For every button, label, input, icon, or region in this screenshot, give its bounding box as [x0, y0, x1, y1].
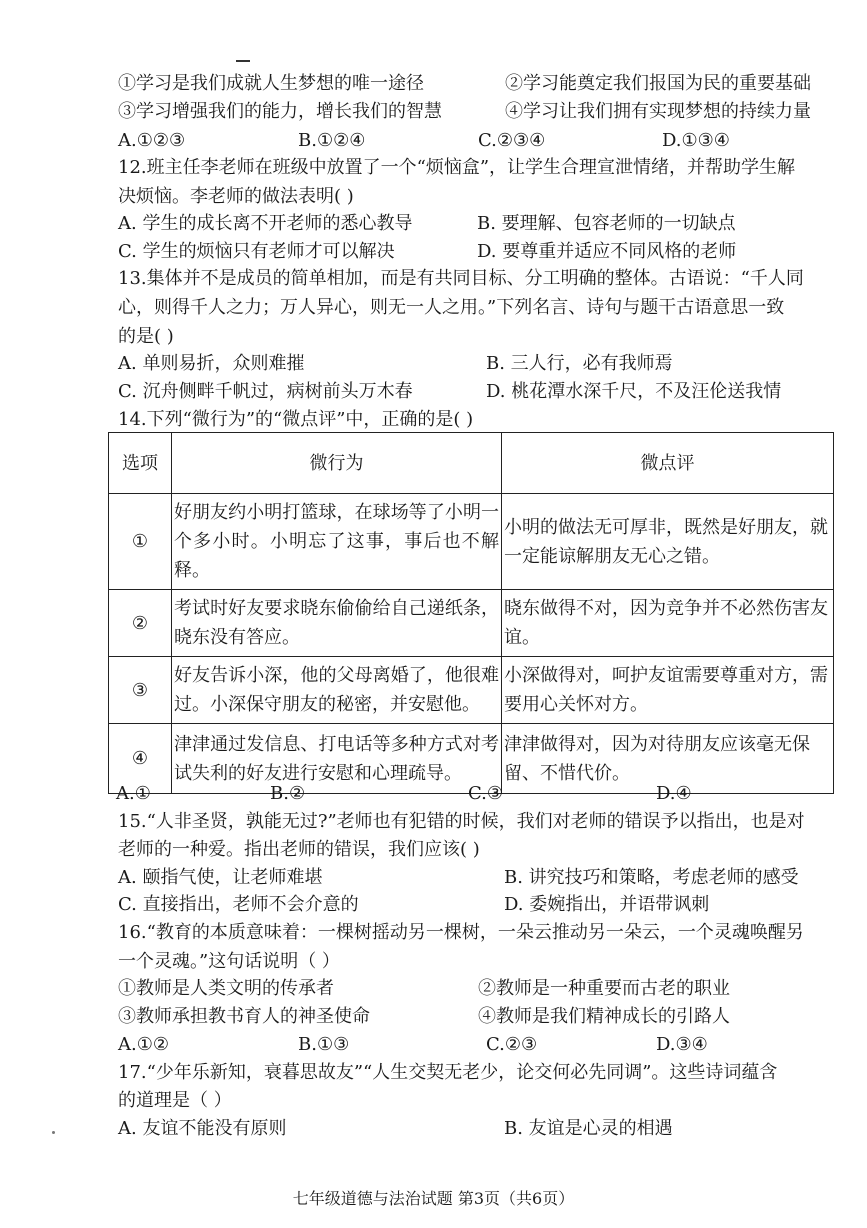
q12-stem-line-2: 决烦恼。李老师的做法表明( )	[118, 186, 354, 207]
table-row	[109, 657, 834, 724]
row-comment: 津津做得对，因为对待朋友应该毫无保留、不惜代价。	[502, 724, 834, 794]
q11-statement-2: ②学习能奠定我们报国为民的重要基础	[505, 73, 811, 94]
q16-statement-3: ③教师承担教书育人的神圣使命	[118, 1006, 370, 1027]
q16-stem-line-1: 16.“教育的本质意味着：一棵树摇动另一棵树，一朵云推动另一朵云，一个灵魂唤醒另	[118, 922, 804, 943]
q14-option-a: A.①	[116, 783, 151, 804]
scan-speck	[52, 1131, 55, 1134]
q12-option-b: B. 要理解、包容老师的一切缺点	[477, 213, 736, 234]
q11-option-b: B.①②④	[298, 130, 366, 151]
q16-option-b: B.①③	[298, 1034, 350, 1055]
header-option: 选项	[109, 433, 172, 494]
row-behavior: 好友告诉小深，他的父母离婚了，他很难过。小深保守朋友的秘密，并安慰他。	[172, 657, 502, 724]
q15-option-a: A. 颐指气使，让老师难堪	[118, 867, 323, 888]
q11-statement-4: ④学习让我们拥有实现梦想的持续力量	[505, 101, 811, 122]
q13-option-b: B. 三人行，必有我师焉	[486, 353, 673, 374]
q12-option-c: C. 学生的烦恼只有老师才可以解决	[118, 241, 395, 262]
q17-option-a: A. 友谊不能没有原则	[118, 1118, 287, 1139]
q14-stem: 14.下列“微行为”的“微点评”中，正确的是( )	[118, 409, 474, 430]
q13-stem-line-2: 心，则得千人之力；万人异心，则无一人之用。”下列名言、诗句与题干古语意思一致	[118, 297, 785, 318]
q11-statement-1: ①学习是我们成就人生梦想的唯一途径	[118, 73, 424, 94]
q17-stem-line-1: 17.“少年乐新知，衰暮思故友”“人生交契无老少，论交何必先同调”。这些诗词蕴含	[118, 1062, 778, 1083]
row-number: ④	[109, 724, 172, 794]
q16-option-a: A.①②	[118, 1034, 169, 1055]
q17-stem-line-2: 的道理是（ ）	[118, 1090, 232, 1111]
row-number: ③	[109, 657, 172, 724]
q15-option-c: C. 直接指出，老师不会介意的	[118, 894, 359, 915]
q12-option-a: A. 学生的成长离不开老师的悉心教导	[118, 213, 413, 234]
q14-option-d: D.④	[656, 783, 692, 804]
row-behavior: 好朋友约小明打篮球，在球场等了小明一个多小时。小明忘了这事，事后也不解释。	[172, 494, 502, 590]
row-comment: 小明的做法无可厚非，既然是好朋友，就一定能谅解朋友无心之错。	[502, 494, 834, 590]
table-header-row	[109, 433, 834, 494]
scan-mark	[236, 60, 250, 62]
q14-option-b: B.②	[270, 783, 306, 804]
q11-statement-3: ③学习增强我们的能力，增长我们的智慧	[118, 101, 442, 122]
q13-option-d: D. 桃花潭水深千尺，不及汪伦送我情	[486, 381, 782, 402]
q16-option-d: D.③④	[656, 1034, 708, 1055]
q13-option-a: A. 单则易折，众则难摧	[118, 353, 305, 374]
q11-option-c: C.②③④	[478, 130, 546, 151]
q12-option-d: D. 要尊重并适应不同风格的老师	[477, 241, 737, 262]
page-footer: 七年级道德与法治试题 第3页（共6页）	[292, 1189, 575, 1208]
q16-statement-2: ②教师是一种重要而古老的职业	[478, 978, 730, 999]
q14-option-c: C.③	[468, 783, 503, 804]
micro-behavior-table	[108, 432, 834, 794]
q15-stem-line-2: 老师的一种爱。指出老师的错误，我们应该( )	[118, 839, 480, 860]
q15-stem-line-1: 15.“人非圣贤，孰能无过?”老师也有犯错的时候，我们对老师的错误予以指出，也是对	[118, 811, 805, 832]
q13-stem-line-3: 的是( )	[118, 326, 174, 347]
q13-option-c: C. 沉舟侧畔千帆过，病树前头万木春	[118, 381, 413, 402]
q16-statement-1: ①教师是人类文明的传承者	[118, 978, 334, 999]
header-micro-behavior: 微行为	[172, 433, 502, 494]
table-row	[109, 590, 834, 657]
q13-stem-line-1: 13.集体并不是成员的简单相加，而是有共同目标、分工明确的整体。古语说：“千人同	[118, 268, 804, 289]
q16-statement-4: ④教师是我们精神成长的引路人	[478, 1006, 730, 1027]
q16-option-c: C.②③	[486, 1034, 538, 1055]
q12-stem-line-1: 12.班主任李老师在班级中放置了一个“烦恼盒”，让学生合理宣泄情绪，并帮助学生解	[118, 157, 796, 178]
table-row	[109, 494, 834, 590]
q11-option-d: D.①③④	[662, 130, 730, 151]
row-number: ①	[109, 494, 172, 590]
row-comment: 晓东做得不对，因为竞争并不必然伤害友谊。	[502, 590, 834, 657]
header-micro-comment: 微点评	[502, 433, 834, 494]
row-comment: 小深做得对，呵护友谊需要尊重对方，需要用心关怀对方。	[502, 657, 834, 724]
q16-stem-line-2: 一个灵魂。”这句话说明（ ）	[118, 951, 340, 972]
q11-option-a: A.①②③	[118, 130, 186, 151]
q15-option-d: D. 委婉指出，并语带讽刺	[504, 894, 710, 915]
row-behavior: 考试时好友要求晓东偷偷给自己递纸条，晓东没有答应。	[172, 590, 502, 657]
row-behavior: 津津通过发信息、打电话等多种方式对考试失利的好友进行安慰和心理疏导。	[172, 724, 502, 794]
q17-option-b: B. 友谊是心灵的相遇	[504, 1118, 673, 1139]
q15-option-b: B. 讲究技巧和策略，考虑老师的感受	[504, 867, 799, 888]
row-number: ②	[109, 590, 172, 657]
